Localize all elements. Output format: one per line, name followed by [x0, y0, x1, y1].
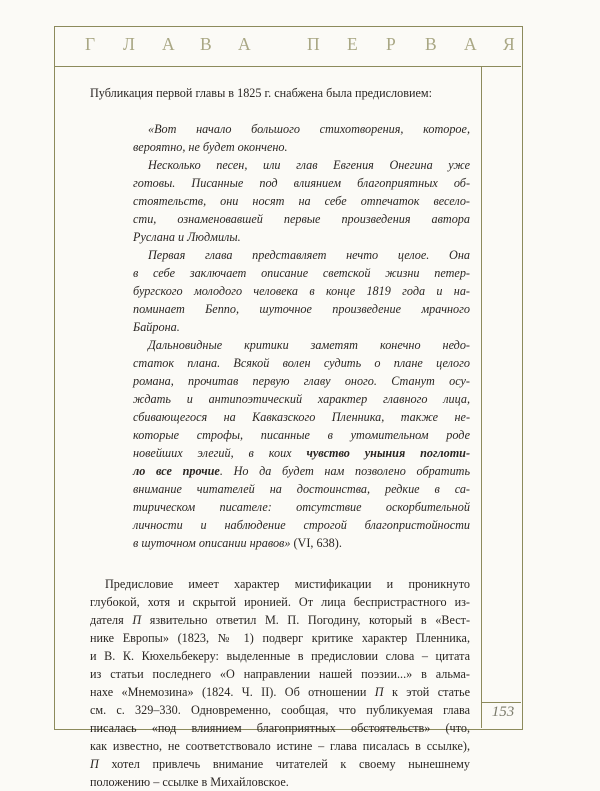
- footer-rule: [481, 702, 521, 703]
- page-number: 153: [491, 704, 515, 720]
- preface-quote: [90, 120, 470, 552]
- body-fragment: язвительно ответил М. П. Погодину, который в «Вест-: [141, 613, 470, 627]
- quote-emphasis: ло все прочие: [133, 464, 220, 478]
- header-letter: Е: [347, 34, 358, 54]
- chapter-header: [85, 34, 525, 58]
- author-initial: П: [90, 757, 99, 771]
- quote-line: статок плана. Всякой волен судить о плане целого: [133, 356, 470, 370]
- quote-line: [133, 462, 470, 480]
- body-line: как известно, не соответствовало истине – глава писалась в ссылке),: [90, 739, 470, 753]
- quote-line: личности и наблюдение строгой благопристойности: [133, 518, 470, 532]
- quote-line: в себе заключает описание светской жизни петер-: [133, 266, 470, 280]
- page-content: [90, 84, 470, 791]
- quote-line: ждать и антипоэтический характер главного лица,: [133, 392, 470, 406]
- margin-rule: [481, 66, 482, 728]
- quote-line: [133, 534, 470, 552]
- header-letter: П: [307, 34, 320, 54]
- body-line: см. с. 329–330. Одновременно, сообщая, что публикуемая глава: [90, 703, 470, 717]
- header-letter: В: [425, 34, 437, 54]
- body-fragment: дателя: [90, 613, 124, 627]
- quote-line: Байрона.: [133, 320, 180, 334]
- body-line: глубокой, хотя и скрытой иронией. От лица беспристрастного из-: [90, 595, 470, 609]
- body-fragment: нахе «Мнемозина» (1824. Ч. II). Об отношении: [90, 685, 367, 699]
- quote-line: романа, прочитав первую главу оного. Станут осу-: [133, 374, 470, 388]
- quote-line: «Вот начало большого стихотворения, которое,: [148, 122, 470, 136]
- quote-fragment: . Но да будет нам позволено обратить: [219, 464, 471, 478]
- header-rule: [54, 66, 521, 67]
- quote-line: сбивающегося на Кавказского Пленника, также не-: [133, 410, 470, 424]
- body-line: писалась «под влиянием благоприятных обстоятельств» (что,: [90, 721, 470, 735]
- author-initial: П: [374, 685, 384, 699]
- quote-fragment: в шуточном описании нравов»: [133, 536, 291, 550]
- body-line: Предисловие имеет характер мистификации и проникнуто: [105, 577, 470, 591]
- header-letter: Г: [85, 34, 96, 54]
- quote-line: вероятно, не будет окончено.: [133, 140, 288, 154]
- quote-paragraph: [133, 336, 470, 552]
- quote-line: [133, 444, 470, 462]
- header-letter: А: [238, 34, 251, 54]
- quote-line: готовы. Писанные под влиянием благоприятных об-: [133, 176, 470, 190]
- quote-line: сти, ознаменовавшей первые произведения автора: [133, 212, 470, 226]
- author-initial: П: [132, 613, 142, 627]
- quote-line: внимание читателей на достоинства, редкие в са-: [133, 482, 470, 496]
- quote-citation: (VI, 638).: [290, 536, 342, 550]
- body-fragment: хотел привлечь внимание читателей к своему нынешнему: [98, 757, 470, 771]
- header-letter: А: [464, 34, 477, 54]
- header-letter: Р: [386, 34, 396, 54]
- quote-line: Руслана и Людмилы.: [133, 230, 241, 244]
- header-letter: Я: [503, 34, 515, 54]
- quote-line: стоятельств, они носят на себе отпечаток весело-: [133, 194, 470, 208]
- quote-paragraph: [133, 246, 470, 336]
- commentary-paragraph: [90, 575, 470, 791]
- quote-line: бургского молодого человека в конце 1819 года и на-: [133, 284, 470, 298]
- header-letter: В: [200, 34, 212, 54]
- quote-line: поминает Беппо, шуточное произведение мрачного: [133, 302, 470, 316]
- body-line: [90, 611, 470, 629]
- quote-fragment: новейших элегий, в коих: [133, 446, 292, 460]
- quote-line: Несколько песен, или глав Евгения Онегина уже: [148, 158, 470, 172]
- quote-paragraph: [133, 120, 470, 156]
- intro-sentence: Публикация первой главы в 1825 г. снабжена была предисловием:: [90, 86, 433, 100]
- quote-line: Дальновидные критики заметят конечно недо-: [148, 338, 470, 352]
- quote-line: тирическом писателе: отсутствие оскорбительной: [133, 500, 470, 514]
- body-line: положению – ссылке в Михайловское.: [90, 775, 289, 789]
- body-line: из статьи последнего «О направлении нашей поэзии...» в альма-: [90, 667, 470, 681]
- header-letter: А: [162, 34, 175, 54]
- body-line: нике Европы» (1823, № 1) подверг критике характер Пленника,: [90, 631, 470, 645]
- body-fragment: к этой статье: [383, 685, 470, 699]
- quote-emphasis: чувство уныния поглоти-: [306, 446, 471, 460]
- quote-line: которые строфы, писанные в утомительном роде: [133, 428, 470, 442]
- body-line: [90, 755, 470, 773]
- body-line: [90, 683, 470, 701]
- header-letter: Л: [123, 34, 135, 54]
- body-line: и В. К. Кюхельбекеру: выделенные в предисловии слова – цитата: [90, 649, 470, 663]
- quote-line: Первая глава представляет нечто целое. Она: [148, 248, 470, 262]
- quote-paragraph: [133, 156, 470, 246]
